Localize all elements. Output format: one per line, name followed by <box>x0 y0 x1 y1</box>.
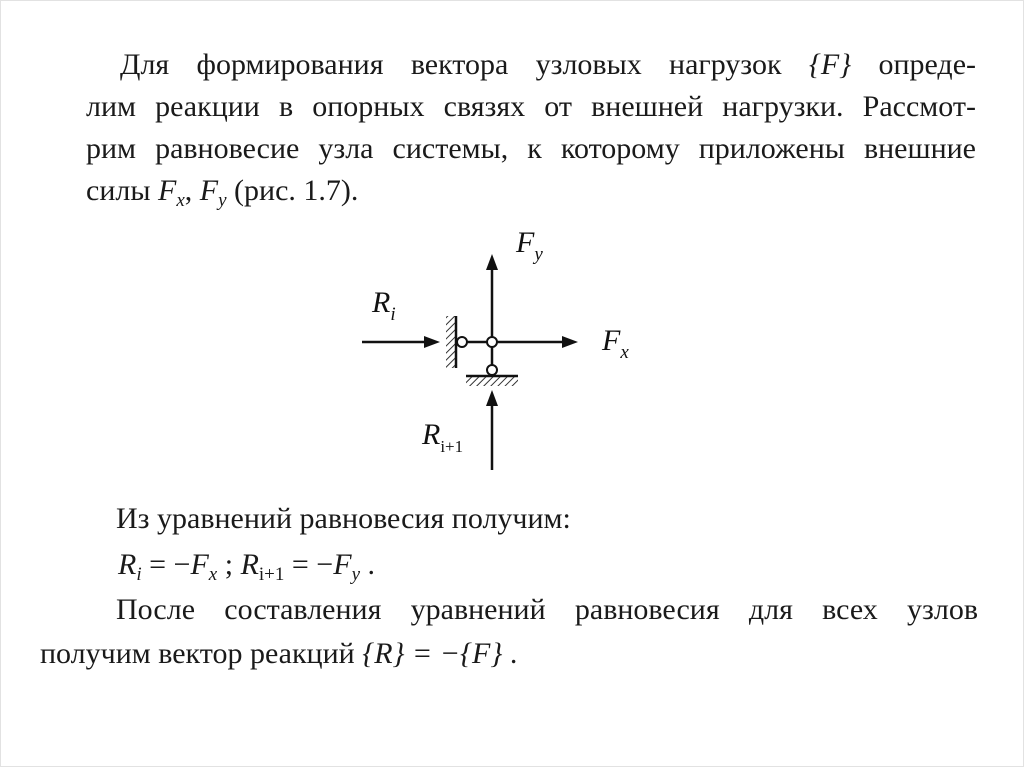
label-Fy: $F_y$ <box>516 226 543 265</box>
label-Ri: $R_i$ <box>372 286 396 325</box>
label-Fx: $F_x$ <box>602 324 629 363</box>
reaction-arrow-Ri <box>362 336 440 348</box>
figure-node-forces <box>340 218 660 478</box>
math-vector-F: {F} <box>808 48 852 81</box>
intro-line-2: лим реакции в опорных связях от внешней нагрузки. Рассмот- <box>86 90 976 123</box>
vertical-support <box>446 316 456 368</box>
math-R-equals-minus-F: {R} = −{F} <box>362 637 503 670</box>
intro-paragraph <box>86 44 976 222</box>
intro-line-3: рим равновесие узла системы, к которому приложены внешние <box>86 132 976 165</box>
equation-reactions: $R_i = -F_x$ ; $R_{i+1} = -F_y$ . <box>118 548 375 585</box>
conclusion-line-1: После составления уравнений равновесия для всех узлов <box>116 593 978 626</box>
conclusion-line-2: получим вектор реакций {R} = −{F} . <box>40 637 518 670</box>
equilibrium-paragraph: Из уравнений равновесия получим: <box>116 502 571 535</box>
force-arrow-Fy <box>486 254 498 342</box>
support-links <box>462 342 492 370</box>
intro-line-4: силы $F_x$, $F_y$ (рис. 1.7). <box>86 174 359 211</box>
label-Ri1: $R_{i+1}$ <box>422 418 464 456</box>
reaction-arrow-Ri1 <box>486 390 498 470</box>
horizontal-support <box>466 376 518 386</box>
force-arrow-Fx <box>464 336 578 348</box>
conclusion-paragraph <box>40 588 978 676</box>
intro-line-1: Для формирования вектора узловых нагрузок {F} опреде- <box>120 48 976 81</box>
